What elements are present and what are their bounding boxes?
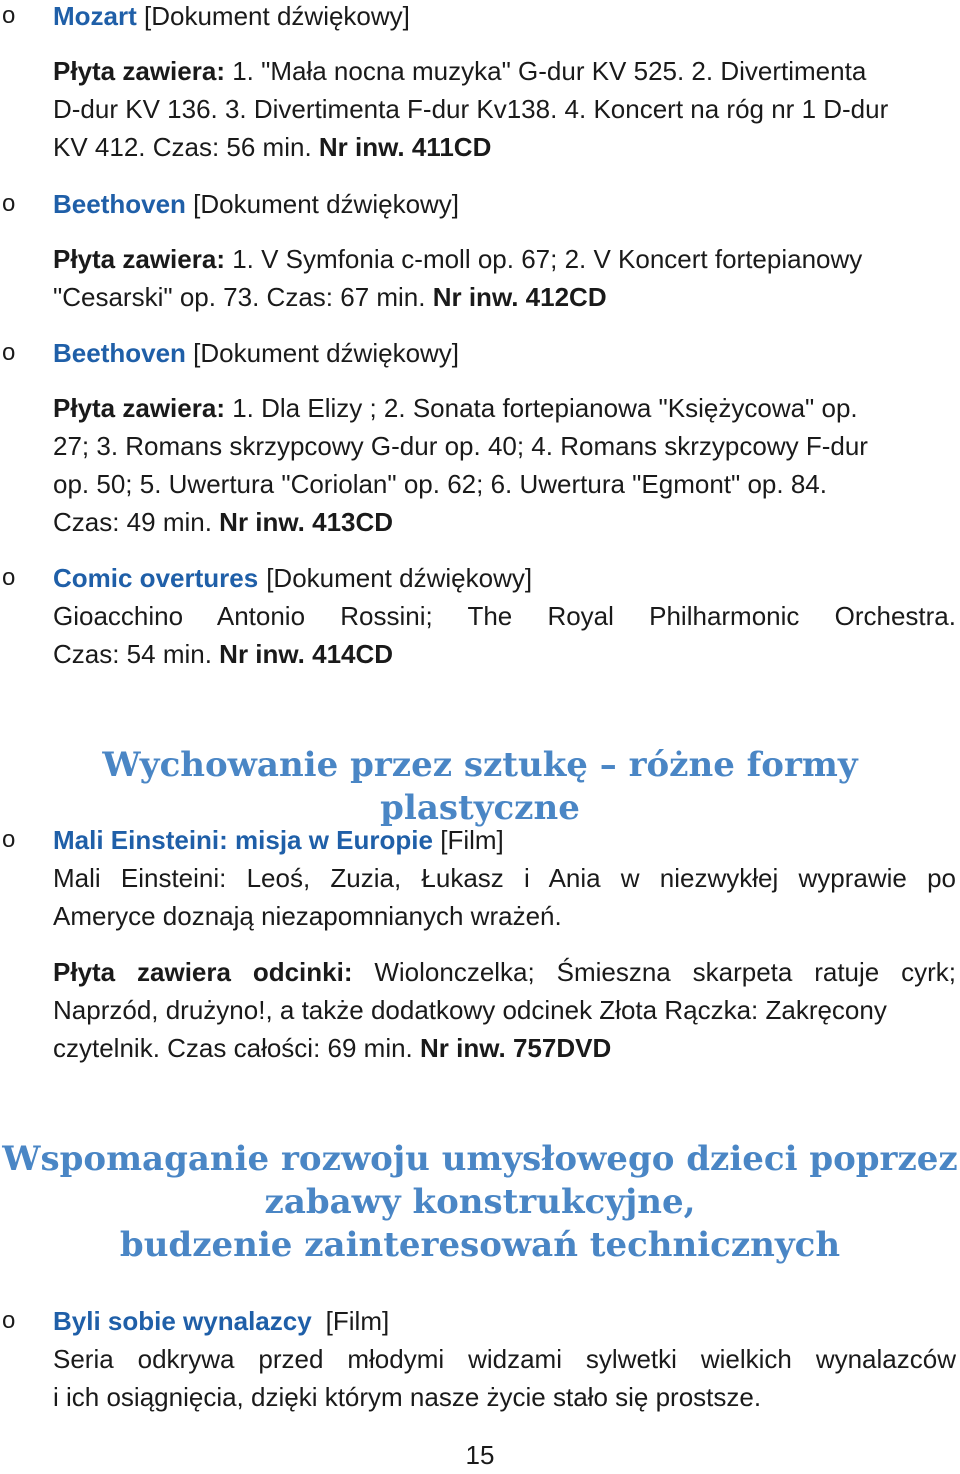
entry-title-link[interactable]: Byli sobie wynalazcy xyxy=(53,1306,312,1336)
entry-type: [Film] xyxy=(325,1306,390,1336)
contents-label: Płyta zawiera: xyxy=(53,393,225,423)
entry-title-link[interactable]: Mali Einsteini: misja w Europie xyxy=(53,825,433,855)
entry-desc-line: Gioacchino Antonio Rossini; The Royal Philharmonic Orchestra. xyxy=(53,601,956,631)
entry-title-link[interactable]: Mozart xyxy=(53,1,137,31)
entry-desc-line xyxy=(53,52,956,90)
entry-desc-line xyxy=(53,128,956,166)
page-number: 15 xyxy=(465,1440,495,1470)
entry-title-line xyxy=(53,1302,956,1340)
entry-title-link[interactable]: Comic overtures xyxy=(53,563,259,593)
entry-desc-line xyxy=(53,1029,956,1067)
section-heading-line: zabawy konstrukcyjne, xyxy=(264,1182,696,1222)
bullet: o xyxy=(2,2,16,29)
inventory-label: Nr inw. xyxy=(219,507,305,537)
inventory-number: 411CD xyxy=(404,132,492,162)
contents-label: Płyta zawiera: xyxy=(53,244,225,274)
inventory-label: Nr inw. xyxy=(318,132,405,162)
episodes-label: Płyta zawiera odcinki: xyxy=(53,957,353,987)
inventory-number: 414CD xyxy=(304,639,394,669)
entry-title-line xyxy=(53,821,956,859)
entry-type: [Film] xyxy=(440,825,504,855)
entry-title-line xyxy=(53,559,956,597)
section-heading-line: budzenie zainteresowań technicznych xyxy=(119,1225,841,1265)
contents-text: 1. Dla Elizy ; 2. Sonata fortepianowa "Księżycowa" op. xyxy=(224,393,858,423)
entry-desc-line: D-dur KV 136. 3. Divertimenta F-dur Kv138. 4. Koncert na róg nr 1 D-dur xyxy=(53,94,889,124)
entry-desc-line xyxy=(53,389,956,427)
entry-desc-line: Naprzód, drużyno!, a także dodatkowy odcinek Złota Rączka: Zakręcony xyxy=(53,995,887,1025)
entry-title-link[interactable]: Beethoven xyxy=(53,338,186,368)
entry-text: "Cesarski" op. 73. Czas: 67 min. xyxy=(53,282,433,312)
entry-title-line xyxy=(53,185,956,223)
bullet: o xyxy=(2,190,16,217)
entry-desc-line: Mali Einsteini: Leoś, Zuzia, Łukasz i Ania w niezwykłej wyprawie po xyxy=(53,863,956,893)
entry-desc-line: Seria odkrywa przed młodymi widzami sylwetki wielkich wynalazców xyxy=(53,1344,956,1374)
entry-type: [Dokument dźwiękowy] xyxy=(266,563,533,593)
entry-desc-line xyxy=(53,278,956,316)
entry-title-line xyxy=(53,334,956,372)
inventory-label: Nr inw. xyxy=(432,282,519,312)
contents-label: Płyta zawiera: xyxy=(53,56,225,86)
entry-desc-line: 27; 3. Romans skrzypcowy G-dur op. 40; 4. Romans skrzypcowy F-dur xyxy=(53,431,868,461)
entry-text: czytelnik. Czas całości: 69 min. xyxy=(53,1033,421,1063)
entry-desc-line xyxy=(53,953,956,991)
inventory-label: Nr inw. xyxy=(219,639,305,669)
section-heading-line: Wspomaganie rozwoju umysłowego dzieci poprzez xyxy=(2,1139,958,1179)
bullet: o xyxy=(2,1307,16,1334)
section-heading: Wychowanie przez sztukę – różne formy plastyczne xyxy=(102,745,858,828)
entry-text: Czas: 49 min. xyxy=(53,507,220,537)
entry-type: [Dokument dźwiękowy] xyxy=(193,338,460,368)
inventory-number: 757DVD xyxy=(505,1033,612,1063)
entry-desc-line xyxy=(53,635,956,673)
contents-text: 1. V Symfonia c-moll op. 67; 2. V Koncert fortepianowy xyxy=(224,244,863,274)
entry-type: [Dokument dźwiękowy] xyxy=(193,189,460,219)
inventory-number: 413CD xyxy=(304,507,394,537)
bullet: o xyxy=(2,564,16,591)
inventory-number: 412CD xyxy=(518,282,607,312)
episodes-text: Wiolonczelka; Śmieszna skarpeta ratuje cyrk; xyxy=(352,957,956,987)
entry-desc-line: Ameryce doznają niezapomnianych wrażeń. xyxy=(53,901,562,931)
entry-desc-line: i ich osiągnięcia, dzięki którym nasze życie stało się prostsze. xyxy=(53,1382,762,1412)
entry-desc-line xyxy=(53,240,956,278)
entry-title-line xyxy=(53,0,956,35)
entry-desc-line: op. 50; 5. Uwertura "Coriolan" op. 62; 6. Uwertura "Egmont" op. 84. xyxy=(53,469,827,499)
bullet: o xyxy=(2,339,16,366)
entry-type: [Dokument dźwiękowy] xyxy=(144,1,410,31)
entry-desc-line xyxy=(53,503,956,541)
contents-text: 1. "Mała nocna muzyka" G-dur KV 525. 2. Divertimenta xyxy=(224,56,867,86)
entry-text: KV 412. Czas: 56 min. xyxy=(53,132,319,162)
entry-text: Czas: 54 min. xyxy=(53,639,220,669)
inventory-label: Nr inw. xyxy=(420,1033,506,1063)
entry-title-link[interactable]: Beethoven xyxy=(53,189,186,219)
bullet: o xyxy=(2,826,16,853)
